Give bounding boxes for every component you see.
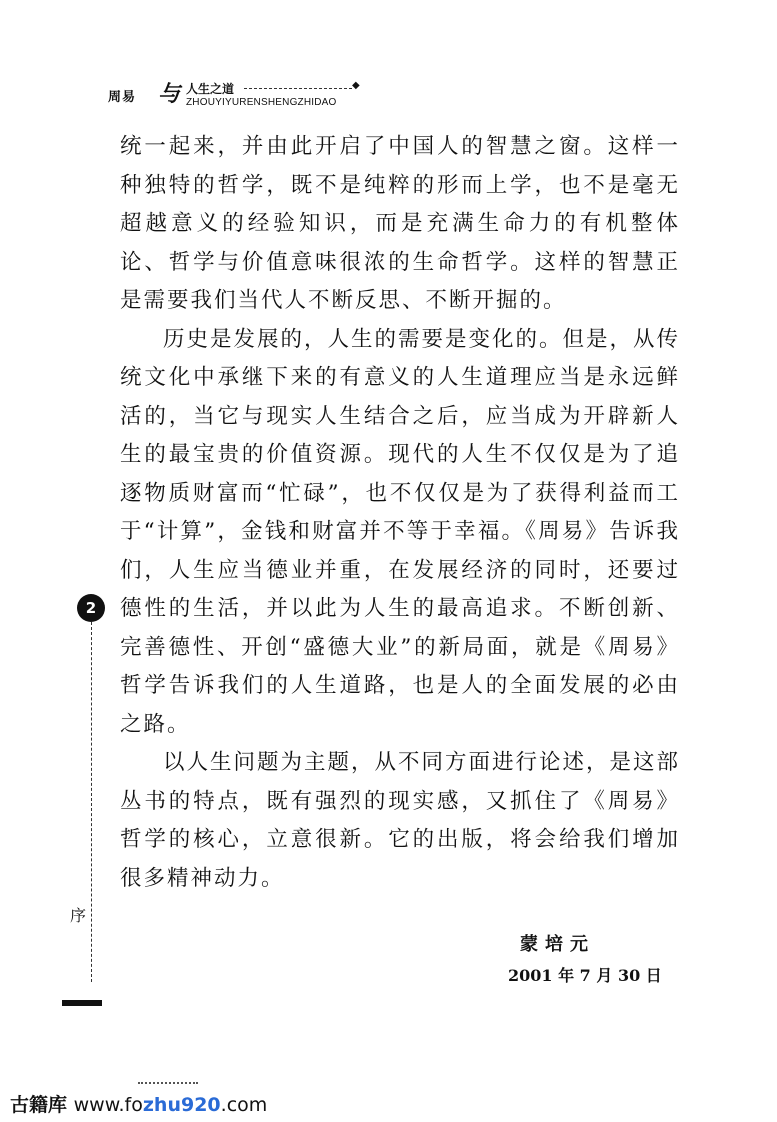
header-ornament-icon: ◆: [352, 80, 360, 91]
series-title: 周易: [108, 90, 137, 105]
preface-body: [120, 128, 680, 898]
paragraph-2: 历史是发展的，人生的需要是变化的。但是，从传统文化中承继下来的有意义的人生道理应当是永远鲜活的，当它与现实人生结合之后，应当成为开辟新人生的最宝贵的价值资源。现代的人生不仅仅是为了追逐物质财富而“忙碌”，也不仅仅是为了获得利益而工于“计算”，金钱和财富并不等于幸福。《周易》告诉我们，人生应当德业并重，在发展经济的同时，还要过德性的生活，并以此为人生的最高追求。不断创新、完善德性、开创“盛德大业”的新局面，就是《周易》哲学告诉我们的人生道路，也是人的全面发展的必由之路。: [120, 326, 681, 737]
margin-bar: [62, 1000, 102, 1006]
book-title-pinyin: ZHOUYIYURENSHENGZHIDAO: [186, 97, 337, 108]
author-signature: 蒙培元: [520, 934, 595, 955]
paragraph-1: 统一起来，并由此开启了中国人的智慧之窗。这样一种独特的哲学，既不是纯粹的形而上学，也不是毫无超越意义的经验知识，而是充满生命力的有机整体论、哲学与价值意味很浓的生命哲学。这样的智慧正是需要我们当代人不断反思、不断开掘的。: [120, 134, 680, 313]
page-number-badge: 2: [77, 594, 105, 622]
book-title: 人生之道: [186, 82, 235, 96]
header-divider: [244, 88, 352, 89]
paragraph-3: 以人生问题为主题，从不同方面进行论述，是这部丛书的特点，既有强烈的现实感，又抓住了《周易》哲学的核心，立意很新。它的出版，将会给我们增加很多精神动力。: [120, 750, 681, 891]
section-label: 序: [70, 906, 87, 925]
signature-date: 2001 年 7 月 30 日: [508, 966, 662, 985]
footer-divider: [138, 1082, 198, 1084]
site-url[interactable]: www.fozhu920.com: [73, 1094, 268, 1116]
margin-dashed-line: [91, 622, 92, 982]
yu-logo-icon: [156, 80, 186, 106]
site-watermark: [10, 1090, 267, 1117]
running-header: [108, 80, 368, 116]
svg-text:与: 与: [158, 82, 181, 106]
site-name: 古籍库: [10, 1094, 68, 1116]
